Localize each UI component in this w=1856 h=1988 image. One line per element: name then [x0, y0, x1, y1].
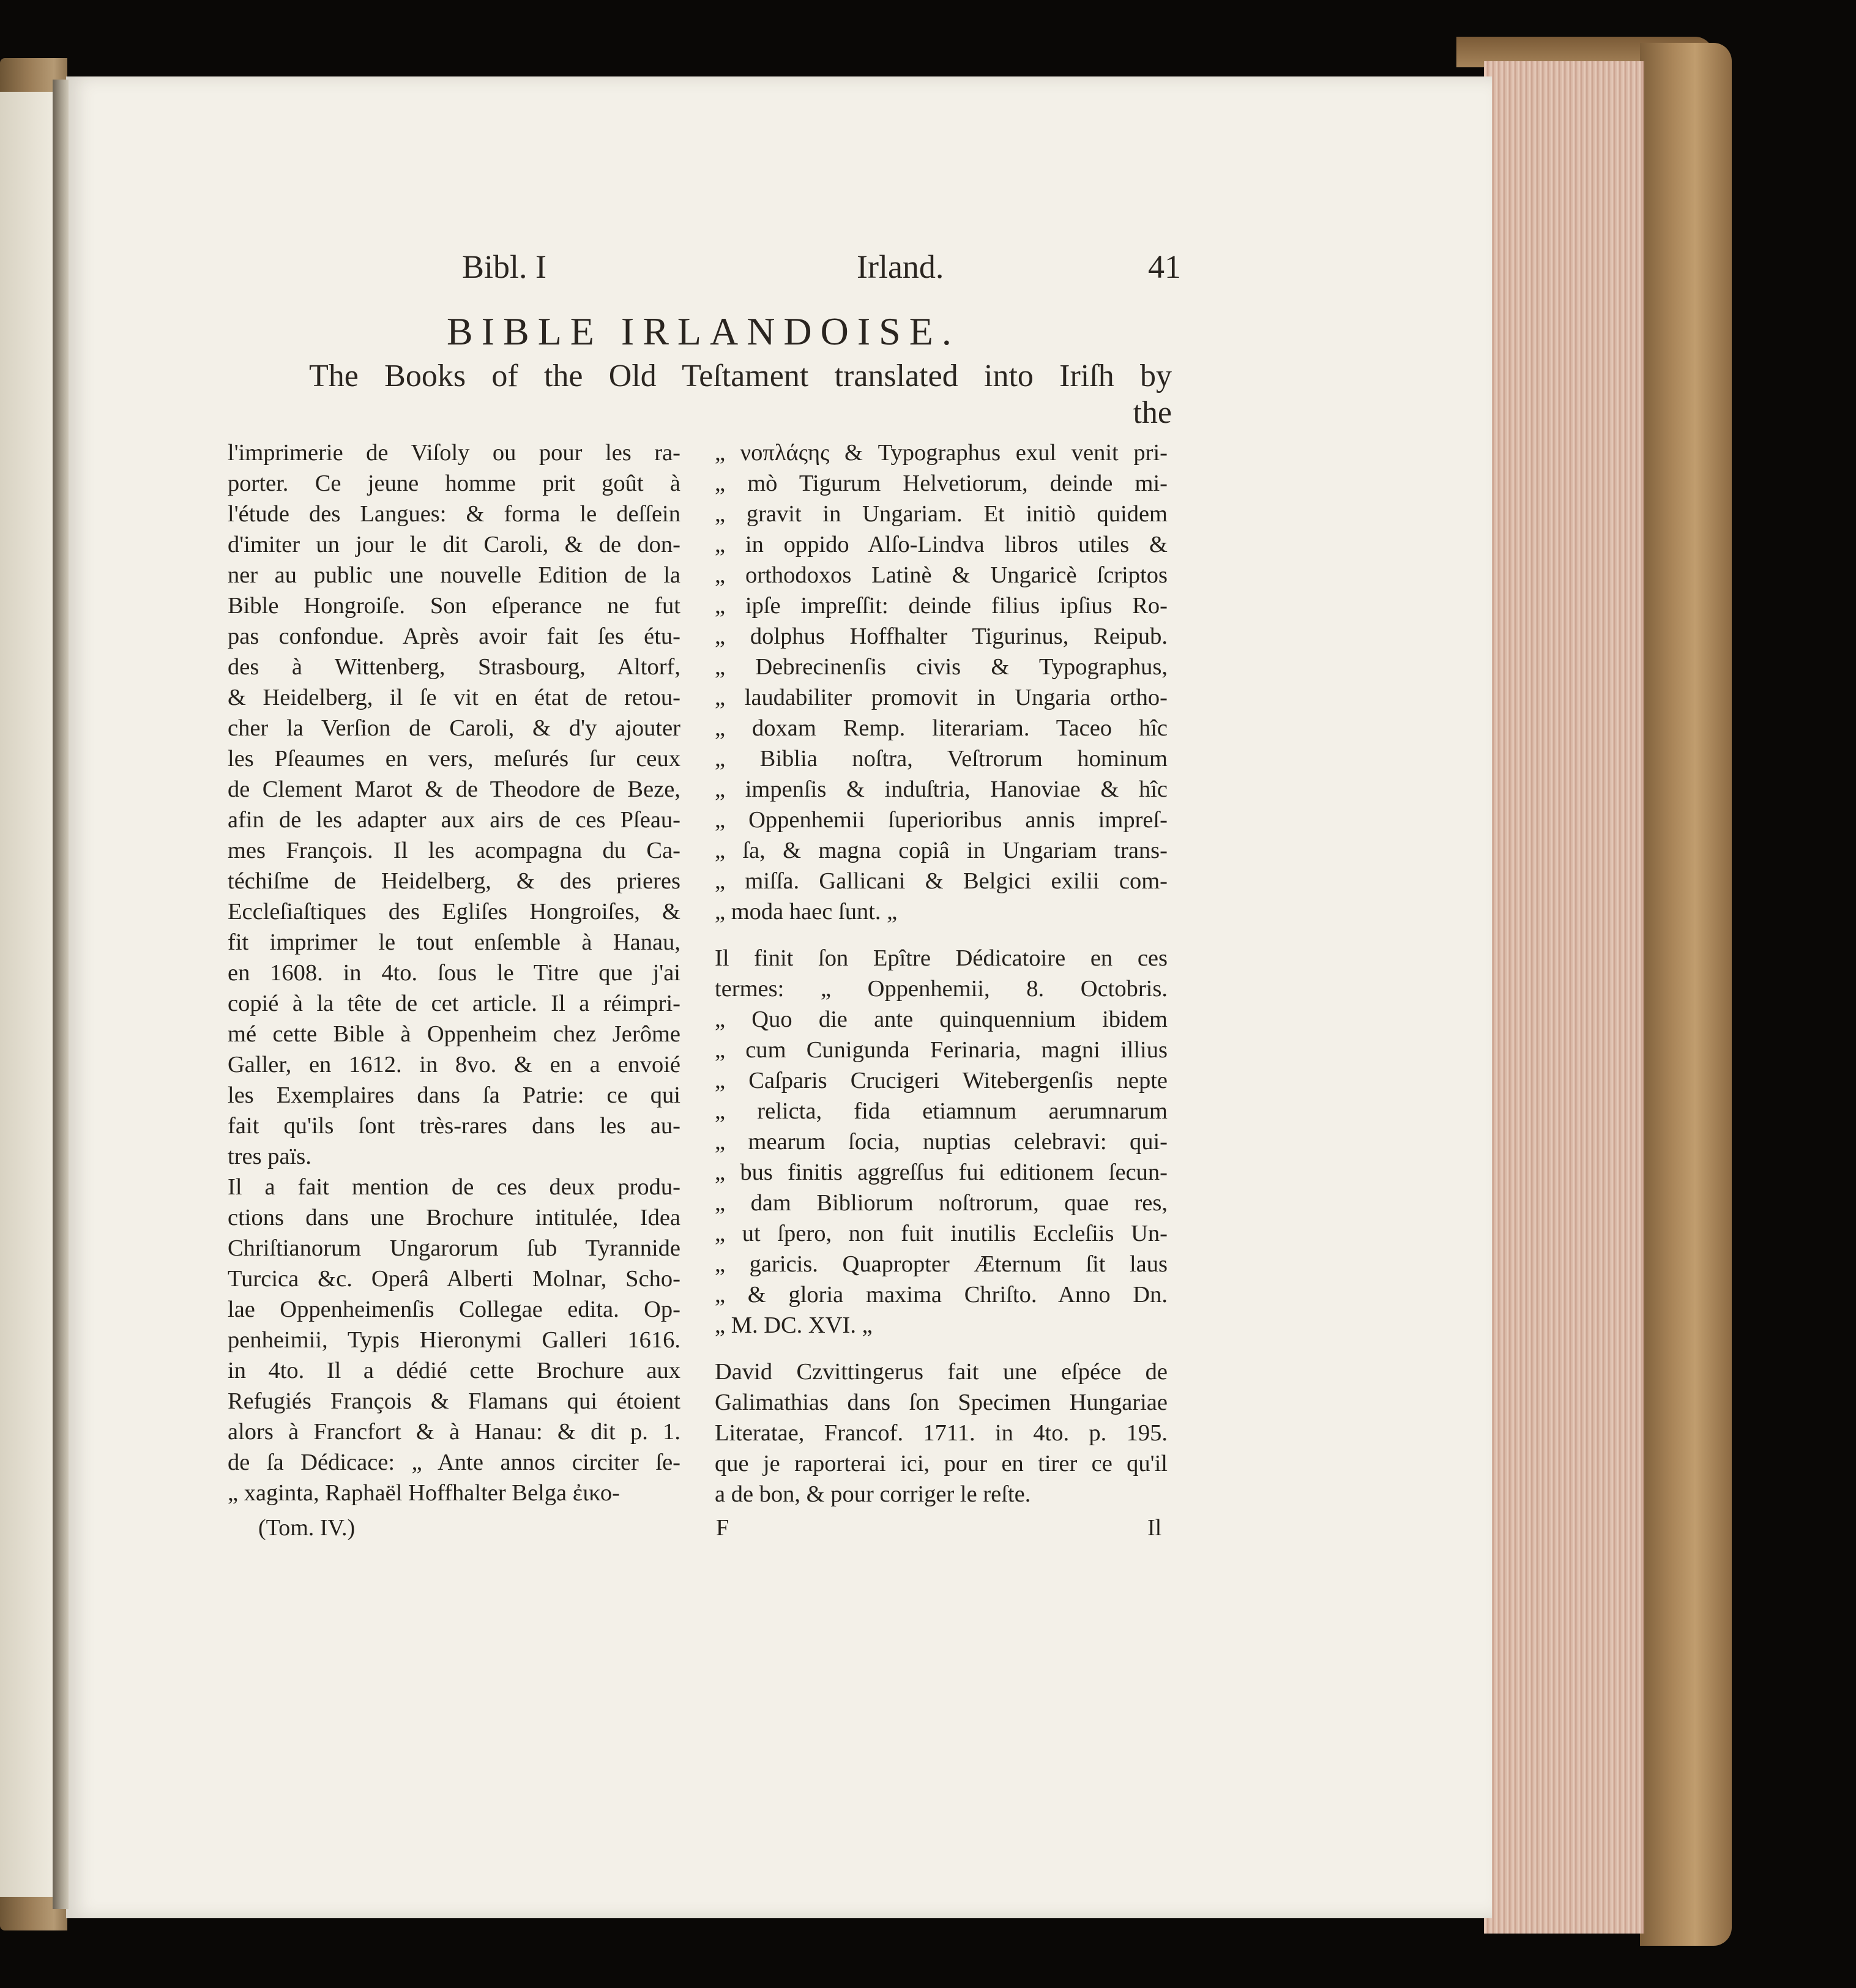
text-line: „ moda haec ſunt. „: [715, 899, 898, 925]
text-line: „ M. DC. XVI. „: [715, 1312, 873, 1338]
text-line: penheimii, Typis Hieronymi Galleri 1616.: [228, 1327, 680, 1353]
text-line: mes François. Il les acompagna du Ca-: [228, 838, 680, 863]
text-line: „ Quo die ante quinquennium ibidem: [715, 1007, 1168, 1032]
text-line: „ Caſparis Crucigeri Witebergenſis nepte: [715, 1068, 1168, 1093]
text-line: „ dolphus Hoffhalter Tigurinus, Reipub.: [715, 624, 1168, 649]
page-number: 41: [1148, 248, 1181, 285]
running-head-left: Bibl. I: [462, 248, 547, 285]
text-line: que je raporterai ici, pour en tirer ce qu'il: [715, 1451, 1168, 1476]
book-title-line-1: The Books of the Old Teſtament translated into Iriſh by: [309, 359, 1172, 393]
text-line: Chriſtianorum Ungarorum ſub Tyrannide: [228, 1235, 680, 1261]
text-line: en 1608. in 4to. ſous le Titre que j'ai: [228, 960, 680, 986]
text-line: ctions dans une Brochure intitulée, Idea: [228, 1205, 680, 1230]
page-block-edges: [1484, 61, 1644, 1934]
text-line: „ ſa, & magna copiâ in Ungariam trans-: [715, 838, 1168, 863]
text-line: Galler, en 1612. in 8vo. & en a envoié: [228, 1052, 680, 1078]
text-line: l'étude des Langues: & forma le deſſein: [228, 501, 680, 527]
text-line: Galimathias dans ſon Specimen Hungariae: [715, 1390, 1168, 1415]
text-line: Refugiés François & Flamans qui étoient: [228, 1388, 680, 1414]
text-line: copié à la tête de cet article. Il a réimpri-: [228, 991, 680, 1016]
text-line: „ relicta, fida etiamnum aerumnarum: [715, 1098, 1168, 1124]
text-line: lae Oppenheimenſis Collegae edita. Op-: [228, 1297, 680, 1322]
text-line: afin de les adapter aux airs de ces Pſeau-: [228, 807, 680, 833]
text-line: les Exemplaires dans ſa Patrie: ce qui: [228, 1082, 680, 1108]
text-line: & Heidelberg, il ſe vit en état de retou-: [228, 685, 680, 710]
text-line: porter. Ce jeune homme prit goût à: [228, 471, 680, 496]
text-line: téchiſme de Heidelberg, & des prieres: [228, 868, 680, 894]
volume-signature: (Tom. IV.): [258, 1515, 356, 1541]
text-line: Eccleſiaſtiques des Egliſes Hongroiſes, &: [228, 899, 680, 925]
text-line: „ gravit in Ungariam. Et initiò quidem: [715, 501, 1168, 527]
text-line: les Pſeaumes en vers, meſurés ſur ceux: [228, 746, 680, 772]
text-line: „ ipſe impreſſit: deinde filius ipſius Ro-: [715, 593, 1168, 619]
text-line: Literatae, Francof. 1711. in 4to. p. 195.: [715, 1420, 1168, 1446]
text-line: ner au public une nouvelle Edition de la: [228, 562, 680, 588]
paragraph-gap: [715, 927, 1168, 943]
text-line: de Clement Marot & de Theodore de Beze,: [228, 776, 680, 802]
text-line: termes: „ Oppenhemii, 8. Octobris.: [715, 976, 1168, 1002]
signature-mark: F: [716, 1515, 729, 1541]
text-line: „ & gloria maxima Chriſto. Anno Dn.: [715, 1282, 1168, 1308]
running-head-right: Irland.: [857, 248, 944, 285]
text-line: „ garicis. Quapropter Æternum ſit laus: [715, 1251, 1168, 1277]
text-line: „ xaginta, Raphaël Hoffhalter Belga ἐικο-: [228, 1480, 620, 1506]
text-line: cher la Verſion de Caroli, & d'y ajouter: [228, 715, 680, 741]
text-line: a de bon, & pour corriger le reſte.: [715, 1481, 1031, 1507]
text-line: „ cum Cunigunda Ferinaria, magni illius: [715, 1037, 1168, 1063]
text-line: Il finit ſon Epître Dédicatoire en ces: [715, 945, 1168, 971]
text-line: „ mearum ſocia, nuptias celebravi: qui-: [715, 1129, 1168, 1155]
text-line: des à Wittenberg, Strasbourg, Altorf,: [228, 654, 680, 680]
text-line: tres païs.: [228, 1144, 311, 1169]
text-line: l'imprimerie de Viſoly ou pour les ra-: [228, 440, 680, 466]
right-text-column: [715, 437, 1168, 1510]
left-text-column: [228, 437, 680, 1508]
text-line: „ Debrecinenſis civis & Typographus,: [715, 654, 1168, 680]
text-line: „ bus finitis aggreſſus fui editionem ſecun-: [715, 1160, 1168, 1185]
text-line: „ laudabiliter promovit in Ungaria ortho-: [715, 685, 1168, 710]
text-line: fit imprimer le tout enſemble à Hanau,: [228, 929, 680, 955]
running-header: [459, 248, 1181, 297]
text-line: pas confondue. Après avoir fait ſes étu-: [228, 624, 680, 649]
text-line: „ ut ſpero, non fuit inutilis Eccleſiis Un-: [715, 1221, 1168, 1246]
book-cover-right: [1640, 43, 1732, 1946]
text-line: mé cette Bible à Oppenheim chez Jerôme: [228, 1021, 680, 1047]
text-line: „ dam Bibliorum noſtrorum, quae res,: [715, 1190, 1168, 1216]
text-line: „ Biblia noſtra, Veſtrorum hominum: [715, 746, 1168, 772]
text-line: „ in oppido Alſo-Lindva libros utiles &: [715, 532, 1168, 557]
text-line: „ impenſis & induſtria, Hanoviae & hîc: [715, 776, 1168, 802]
text-line: „ orthodoxos Latinè & Ungaricè ſcriptos: [715, 562, 1168, 588]
text-line: alors à Francfort & à Hanau: & dit p. 1.: [228, 1419, 680, 1445]
text-line: David Czvittingerus fait une eſpéce de: [715, 1359, 1168, 1385]
text-line: Bible Hongroiſe. Son eſperance ne fut: [228, 593, 680, 619]
book-gutter: [53, 80, 69, 1909]
text-line: Turcica &c. Operâ Alberti Molnar, Scho-: [228, 1266, 680, 1292]
text-line: „ Oppenhemii ſuperioribus annis impreſ-: [715, 807, 1168, 833]
text-line: „ miſſa. Gallicani & Belgici exilii com-: [715, 868, 1168, 894]
book-title-line-2: the: [1133, 395, 1172, 430]
text-line: „ νοπλάςης & Typographus exul venit pri-: [715, 440, 1168, 466]
text-line: in 4to. Il a dédié cette Brochure aux: [228, 1358, 680, 1383]
text-line: „ mò Tigurum Helvetiorum, deinde mi-: [715, 471, 1168, 496]
facing-page-edge: [0, 92, 61, 1897]
text-line: „ doxam Remp. literariam. Taceo hîc: [715, 715, 1168, 741]
text-line: de ſa Dédicace: „ Ante annos circiter ſe-: [228, 1450, 680, 1475]
catchword: Il: [1147, 1515, 1162, 1541]
paragraph-gap: [715, 1341, 1168, 1357]
text-line: fait qu'ils ſont très-rares dans les au-: [228, 1113, 680, 1139]
text-line: Il a fait mention de ces deux produ-: [228, 1174, 680, 1200]
section-title: BIBLE IRLANDOISE.: [447, 310, 960, 353]
text-line: d'imiter un jour le dit Caroli, & de don-: [228, 532, 680, 557]
